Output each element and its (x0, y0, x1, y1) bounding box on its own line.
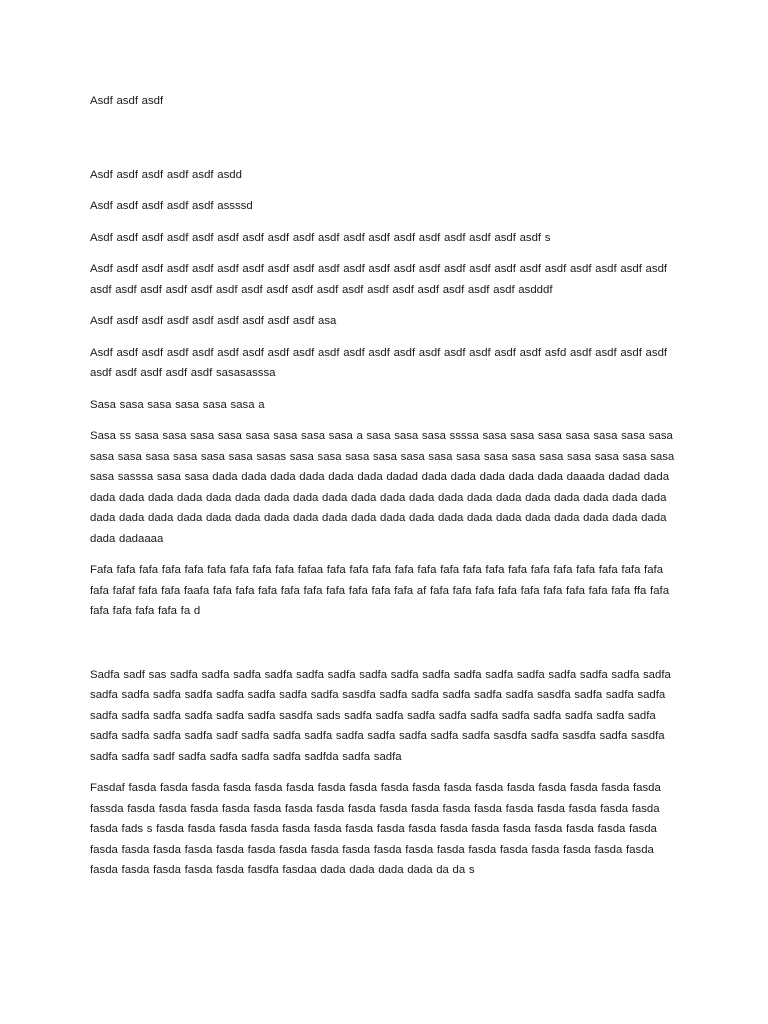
paragraph-3: Asdf asdf asdf asdf asdf assssd (90, 200, 253, 212)
paragraph-11: Sadfa sadf sas sadfa sadfa sadfa sadfa sadfa sadfa sadfa sadfa sadfa sadfa sadfa sadfa sadfa sadfa sadfa sadfa sadfa sadfa sadfa sadfa sadfa sadfa sadfa sadfa sasdfa sadfa sadfa sadfa sadfa sadfa sasdfa sadfa sadfa sadfa sadfa sadfa sadfa sadfa sadfa sadfa sasdfa sads sadfa sadfa sadfa sadfa sadfa sadfa sadfa sadfa sadfa sadfa sadfa sadfa sadfa sadfa sadf sadfa sadfa sadfa sadfa sadfa sadfa sadfa sadfa sasdfa sadfa sasdfa sadfa sasdfa sadfa sadfa sadf sadfa sadfa sadfa sadfa sadfda sadfa sadfa (90, 668, 671, 763)
paragraph-1: Asdf asdf asdf (90, 95, 164, 107)
paragraph-5: Asdf asdf asdf asdf asdf asdf asdf asdf asdf asdf asdf asdf asdf asdf asdf asdf asdf asdf asdf asdf asdf asdf asdf asdf asdf asdf asdf asdf asdf asdf asdf asdf asdf asdf asdf asdf asdf asdf asdf asdf asdddf (90, 263, 668, 296)
paragraph-12: Fasdaf fasda fasda fasda fasda fasda fasda fasda fasda fasda fasda fasda fasda fasda fasda fasda fasda fasda fassda fasda fasda fasda fasda fasda fasda fasda fasda fasda fasda fasda fasda fasda fasda fasda fasda fasda fasda fads s fasda fasda fasda fasda fasda fasda fasda fasda fasda fasda fasda fasda fasda fasda fasda fasda fasda fasda fasda fasda fasda fasda fasda fasda fasda fasda fasda fasda fasda fasda fasda fasda fasda fasda fasda fasda fasda fasda fasda fasdfa fasdaa dada dada dada dada da da s (90, 782, 661, 876)
paragraph-9: Sasa ss sasa sasa sasa sasa sasa sasa sasa sasa a sasa sasa sasa ssssa sasa sasa sasa sasa sasa sasa sasa sasa sasa sasa sasa sasa sasa sasas sasa sasa sasa sasa sasa sasa sasa sasa sasa sasa sasa sasa sasa sasa sasa sasssa sasa sasa dada dada dada dada dada dada dadad dada dada dada dada dada daaada dadad dada dada dada dada dada dada dada dada dada dada dada dada dada dada dada dada dada dada dada dada dada dada dada dada dada dada dada dada dada dada dada dada dada dada dada dada dada dada dada dada dada dada dadaaaa (90, 430, 675, 545)
paragraph-8: Sasa sasa sasa sasa sasa sasa a (90, 398, 265, 411)
paragraph-2: Asdf asdf asdf asdf asdf asdd (90, 168, 242, 181)
paragraph-4: Asdf asdf asdf asdf asdf asdf asdf asdf asdf asdf asdf asdf asdf asdf asdf asdf asdf asdf s (90, 231, 551, 244)
document-body (90, 91, 676, 881)
paragraph-10: Fafa fafa fafa fafa fafa fafa fafa fafa fafa fafaa fafa fafa fafa fafa fafa fafa fafa fafa fafa fafa fafa fafa fafa fafa fafa fafa fafaf fafa fafa faafa fafa fafa fafa fafa fafa fafa fafa fafa fafa af fafa fafa fafa fafa fafa fafa fafa fafa fafa ffa fafa fafa fafa fafa fafa fa d (90, 564, 670, 617)
paragraph-7: Asdf asdf asdf asdf asdf asdf asdf asdf asdf asdf asdf asdf asdf asdf asdf asdf asdf asdf asfd asdf asdf asdf asdf asdf asdf asdf asdf asdf sasasasssa (90, 346, 668, 379)
paragraph-6: Asdf asdf asdf asdf asdf asdf asdf asdf asdf asa (90, 315, 337, 327)
